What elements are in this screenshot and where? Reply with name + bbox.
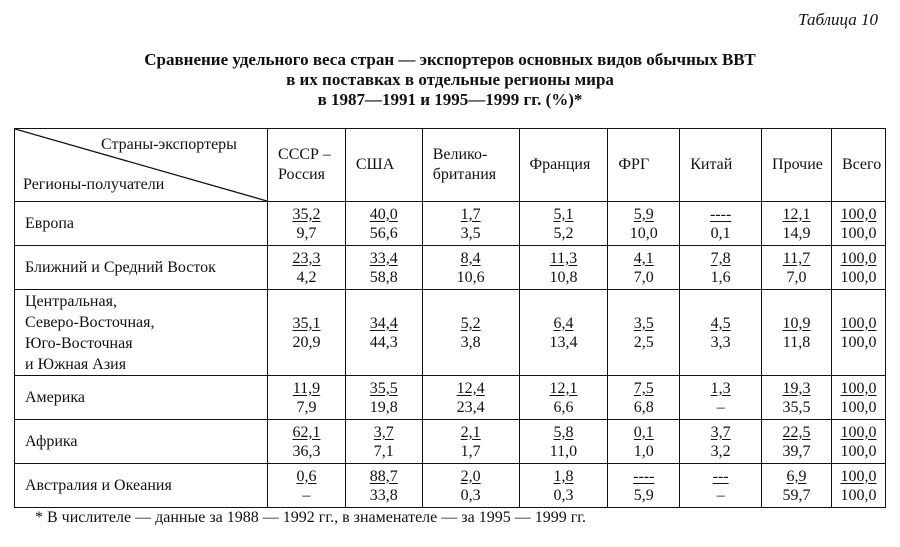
numerator-value: 3,7 [710, 423, 731, 441]
denominator-value: 1,7 [460, 442, 481, 460]
denominator-value: 36,3 [292, 442, 321, 460]
denominator-value: 59,7 [782, 486, 811, 504]
numerator-value: 7,8 [710, 249, 731, 267]
numerator-value: 2,0 [460, 467, 481, 485]
denominator-value: 3,3 [710, 333, 731, 351]
numerator-value: 11,9 [292, 379, 321, 397]
numerator-value: 5,9 [633, 205, 654, 223]
value-cell [680, 464, 762, 508]
denominator-value: 3,5 [460, 224, 481, 242]
col-header-line1: Велико- [432, 146, 488, 163]
value-cell [831, 376, 885, 420]
denominator-value: 7,9 [296, 398, 317, 416]
col-header-line1: Китай [690, 156, 733, 173]
value-cell [268, 246, 346, 290]
region-label: Америка [25, 389, 85, 406]
value-cell [608, 376, 680, 420]
numerator-value: 2,1 [460, 423, 481, 441]
col-header-usa [345, 129, 422, 202]
region-cell [15, 202, 268, 246]
numerator-value: 100,0 [840, 423, 877, 441]
denominator-value: 9,7 [296, 224, 317, 242]
value-cell [680, 202, 762, 246]
denominator-value: 3,2 [710, 442, 731, 460]
numerator-value: 0,1 [633, 423, 654, 441]
value-cell [268, 290, 346, 376]
value-cell [519, 420, 608, 464]
numerator-value: 12,4 [456, 379, 485, 397]
numerator-value: 100,0 [840, 205, 877, 223]
denominator-value: 7,1 [373, 442, 394, 460]
region-cell [15, 464, 268, 508]
denominator-value: 100,0 [840, 442, 877, 460]
corner-cell [15, 129, 268, 202]
col-header-france [519, 129, 608, 202]
denominator-value: – [302, 486, 311, 504]
denominator-value: 3,8 [460, 333, 481, 351]
title-line-3: в 1987—1991 и 1995—1999 гг. (%)* [317, 90, 583, 109]
col-header-line1: США [355, 156, 395, 173]
denominator-value: 58,8 [369, 268, 398, 286]
numerator-value: 5,2 [460, 314, 481, 332]
numerator-value: 1,3 [710, 379, 731, 397]
numerator-value: 6,4 [553, 314, 574, 332]
denominator-value: 35,5 [782, 398, 811, 416]
denominator-value: 23,4 [456, 398, 485, 416]
numerator-value: 5,8 [553, 423, 574, 441]
denominator-value: 10,0 [629, 224, 658, 242]
region-label: и Южная Азия [25, 355, 127, 373]
numerator-value: 7,5 [633, 379, 654, 397]
value-cell [345, 202, 422, 246]
col-header-line1: Всего [841, 156, 882, 173]
col-header-uk [422, 129, 519, 202]
value-cell [608, 464, 680, 508]
footnote: * В числителе — данные за 1988 — 1992 гг., в знаменателе — за 1995 — 1999 гг. [35, 509, 587, 526]
numerator-value: 22,5 [782, 423, 811, 441]
numerator-value: 12,1 [549, 379, 578, 397]
numerator-value: 3,7 [373, 423, 394, 441]
value-cell [345, 376, 422, 420]
value-cell [268, 464, 346, 508]
value-cell [608, 420, 680, 464]
col-header-frg [608, 129, 680, 202]
value-cell [680, 420, 762, 464]
numerator-value: 11,3 [549, 249, 578, 267]
value-cell [422, 202, 519, 246]
denominator-value: 0,1 [710, 224, 731, 242]
numerator-value: 23,3 [292, 249, 321, 267]
numerator-value: 1,8 [553, 467, 574, 485]
value-cell [422, 464, 519, 508]
comparison-table [14, 128, 886, 508]
denominator-value: 10,6 [456, 268, 485, 286]
value-cell [831, 420, 885, 464]
numerator-value: 3,5 [633, 314, 654, 332]
col-header-line1: Прочие [772, 156, 823, 173]
value-cell [345, 464, 422, 508]
numerator-value: 100,0 [840, 467, 877, 485]
table-title [0, 50, 900, 110]
denominator-value: – [716, 486, 725, 504]
value-cell [268, 376, 346, 420]
region-cell [15, 246, 268, 290]
table-body [15, 202, 886, 508]
region-label: Юго-Восточная [25, 334, 133, 352]
denominator-value: 56,6 [369, 224, 398, 242]
denominator-value: 2,5 [633, 333, 654, 351]
col-header-line2: Россия [278, 166, 326, 183]
value-cell [831, 202, 885, 246]
value-cell [519, 376, 608, 420]
numerator-value: 8,4 [460, 249, 481, 267]
value-cell [422, 246, 519, 290]
header-row [15, 129, 886, 202]
table-row [15, 420, 886, 464]
denominator-value: 6,8 [633, 398, 654, 416]
corner-exporters-label: Страны-экспортеры [101, 136, 237, 153]
table-row [15, 376, 886, 420]
value-cell [519, 202, 608, 246]
col-header-others [762, 129, 832, 202]
denominator-value: 100,0 [840, 333, 877, 351]
numerator-value: --- [712, 467, 729, 485]
region-label: Европа [25, 215, 74, 232]
value-cell [762, 202, 832, 246]
numerator-value: 34,4 [369, 314, 398, 332]
value-cell [422, 290, 519, 376]
value-cell [831, 464, 885, 508]
denominator-value: 1,6 [710, 268, 731, 286]
value-cell [422, 376, 519, 420]
denominator-value: 7,0 [786, 268, 807, 286]
denominator-value: 100,0 [840, 398, 877, 416]
numerator-value: 1,7 [460, 205, 481, 223]
denominator-value: 11,0 [549, 442, 578, 460]
corner-recipients-label: Регионы-получатели [23, 176, 165, 193]
denominator-value: 11,8 [782, 333, 811, 351]
numerator-value: 4,1 [633, 249, 654, 267]
numerator-value: 19,3 [782, 379, 811, 397]
table-row [15, 202, 886, 246]
table-row [15, 246, 886, 290]
numerator-value: 12,1 [782, 205, 811, 223]
denominator-value: 13,4 [549, 333, 578, 351]
denominator-value: 19,8 [369, 398, 398, 416]
numerator-value: 40,0 [369, 205, 398, 223]
region-label: Ближний и Средний Восток [25, 259, 216, 276]
numerator-value: ---- [633, 467, 655, 485]
col-header-china [680, 129, 762, 202]
denominator-value: 20,9 [292, 333, 321, 351]
numerator-value: 10,9 [782, 314, 811, 332]
value-cell [831, 290, 885, 376]
denominator-value: 14,9 [782, 224, 811, 242]
denominator-value: 33,8 [369, 486, 398, 504]
value-cell [519, 464, 608, 508]
col-header-line1: Франция [529, 156, 591, 173]
col-header-line2: британия [432, 166, 497, 183]
numerator-value: ---- [709, 205, 732, 223]
denominator-value: 44,3 [369, 333, 398, 351]
value-cell [762, 246, 832, 290]
table-row [15, 464, 886, 508]
numerator-value: 33,4 [369, 249, 398, 267]
denominator-value: 4,2 [296, 268, 317, 286]
numerator-value: 5,1 [553, 205, 574, 223]
denominator-value: 0,3 [460, 486, 481, 504]
value-cell [762, 464, 832, 508]
denominator-value: 5,2 [553, 224, 574, 242]
value-cell [422, 420, 519, 464]
value-cell [268, 202, 346, 246]
value-cell [345, 420, 422, 464]
value-cell [345, 290, 422, 376]
denominator-value: 10,8 [549, 268, 578, 286]
col-header-line1: ФРГ [618, 156, 650, 173]
denominator-value: 100,0 [840, 268, 877, 286]
value-cell [268, 420, 346, 464]
value-cell [680, 290, 762, 376]
denominator-value: 100,0 [840, 486, 877, 504]
col-header-total [831, 129, 885, 202]
numerator-value: 0,6 [296, 467, 317, 485]
value-cell [608, 202, 680, 246]
value-cell [519, 290, 608, 376]
numerator-value: 88,7 [369, 467, 398, 485]
value-cell [680, 246, 762, 290]
region-label: Северо-Восточная, [25, 313, 155, 331]
numerator-value: 35,1 [292, 314, 321, 332]
value-cell [831, 246, 885, 290]
denominator-value: 100,0 [840, 224, 877, 242]
denominator-value: 39,7 [782, 442, 811, 460]
region-label: Центральная, [25, 292, 117, 310]
region-cell [15, 376, 268, 420]
table-row [15, 290, 886, 376]
value-cell [762, 290, 832, 376]
region-label: Африка [25, 433, 78, 450]
title-line-1: Сравнение удельного веса стран — экспортеров основных видов обычных ВВТ [144, 50, 756, 69]
col-header-ussr-russia [268, 129, 346, 202]
numerator-value: 100,0 [840, 249, 877, 267]
region-cell [15, 290, 268, 376]
value-cell [762, 376, 832, 420]
region-label: Австралия и Океания [25, 477, 172, 494]
value-cell [762, 420, 832, 464]
numerator-value: 62,1 [292, 423, 321, 441]
numerator-value: 35,5 [369, 379, 398, 397]
table-number: Таблица 10 [798, 10, 878, 29]
numerator-value: 100,0 [840, 379, 877, 397]
denominator-value: 5,9 [633, 486, 654, 504]
value-cell [680, 376, 762, 420]
numerator-value: 6,9 [786, 467, 807, 485]
denominator-value: 0,3 [553, 486, 574, 504]
value-cell [608, 290, 680, 376]
value-cell [345, 246, 422, 290]
denominator-value: 1,0 [633, 442, 654, 460]
numerator-value: 11,7 [782, 249, 811, 267]
denominator-value: 6,6 [553, 398, 574, 416]
title-line-2: в их поставках в отдельные регионы мира [286, 70, 614, 89]
value-cell [519, 246, 608, 290]
numerator-value: 4,5 [710, 314, 731, 332]
numerator-value: 35,2 [292, 205, 321, 223]
region-cell [15, 420, 268, 464]
denominator-value: 7,0 [633, 268, 654, 286]
numerator-value: 100,0 [840, 314, 877, 332]
value-cell [608, 246, 680, 290]
denominator-value: – [716, 398, 725, 416]
col-header-line1: СССР – [278, 146, 331, 163]
